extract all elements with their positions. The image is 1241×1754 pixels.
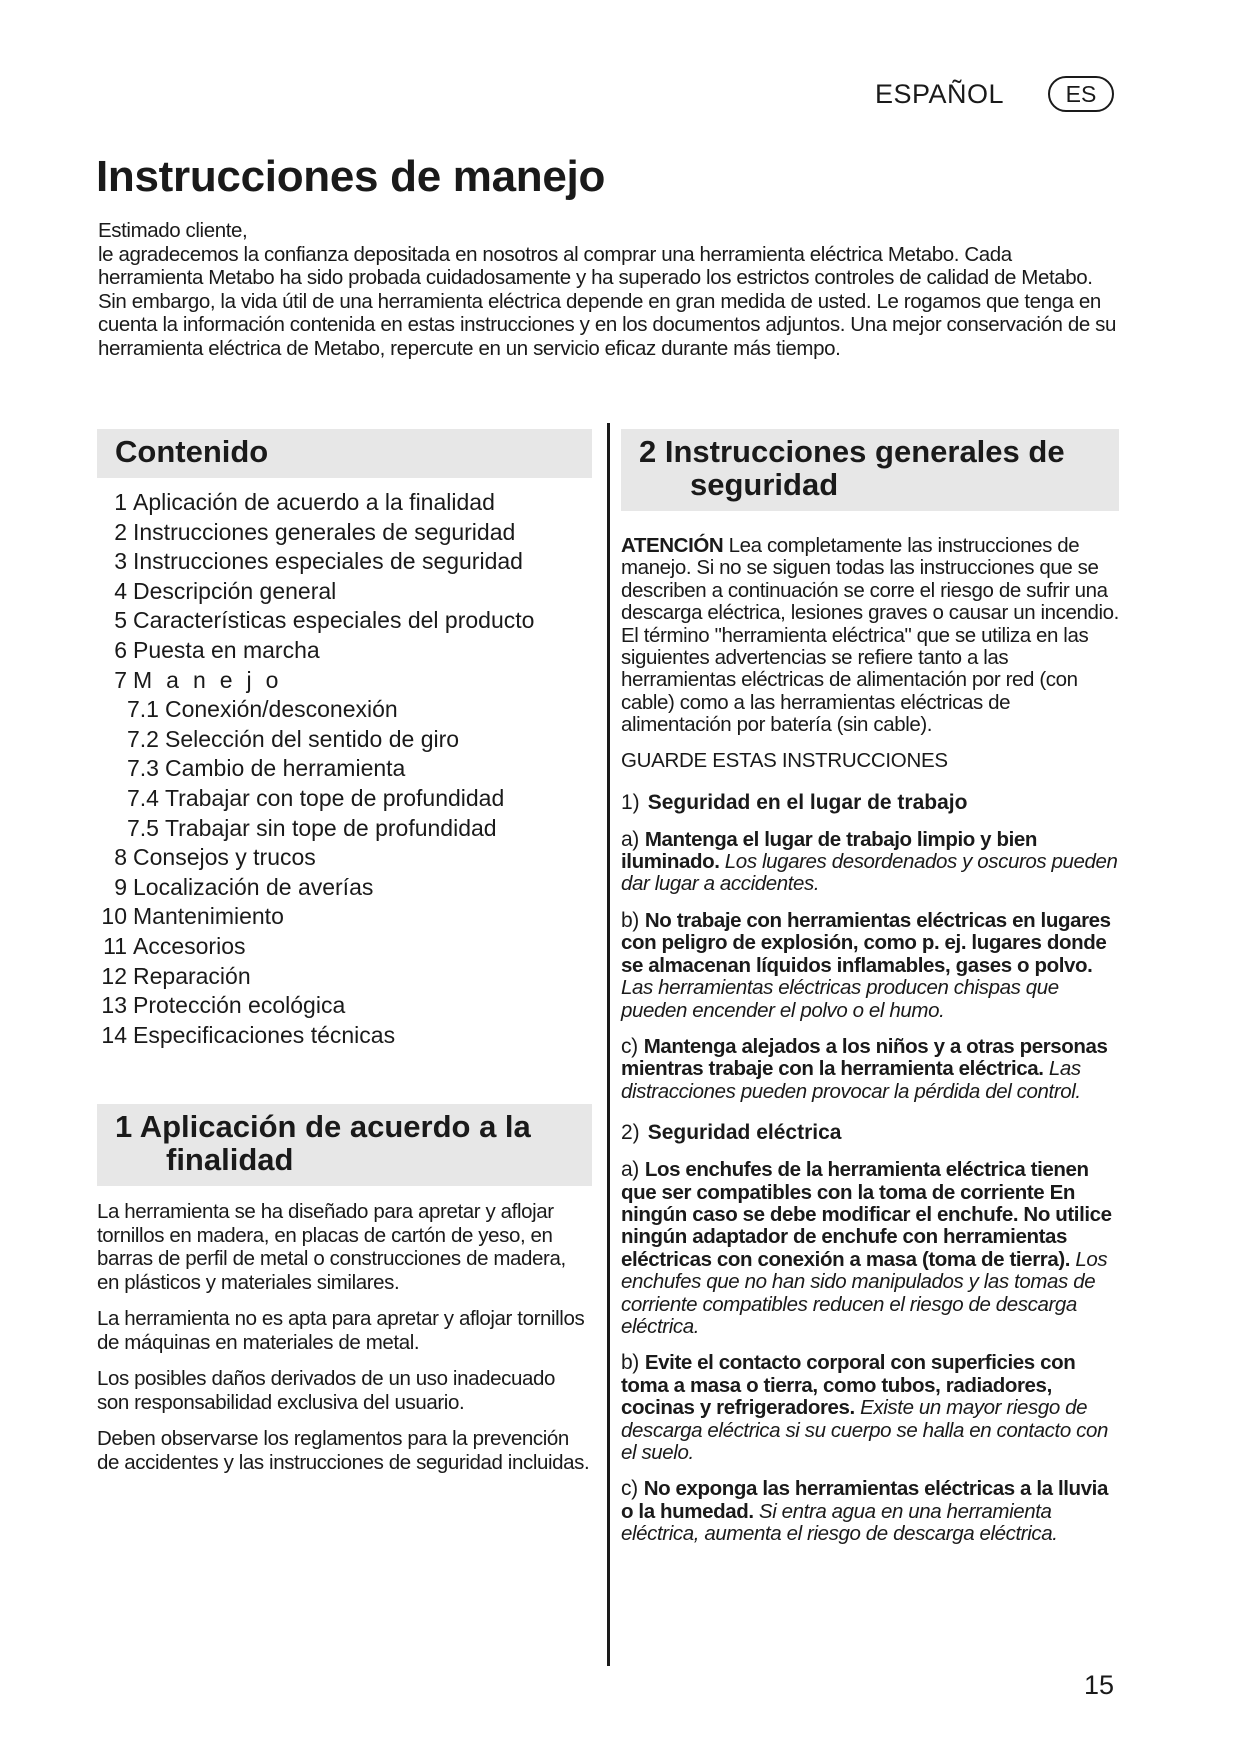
right-column <box>621 429 1119 1546</box>
section1-paragraph: La herramienta no es apta para apretar y aflojar tornillos de máquinas en materiales de metal. <box>97 1307 585 1354</box>
save-instructions-notice: GUARDE ESTAS INSTRUCCIONES <box>621 748 948 772</box>
toc-subitem: 7.3 Cambio de herramienta <box>127 755 406 782</box>
section1-paragraph: La herramienta se ha diseñado para apretar y aflojar tornillos en madera, en placas de cartón de yeso, en barras de perfil de metal o construcciones de madera, en plásticos y materiales similares. <box>97 1200 566 1294</box>
toc-subitem: 7.2 Selección del sentido de giro <box>127 725 460 752</box>
section1-paragraph: Los posibles daños derivados de un uso inadecuado son responsabilidad exclusiva del usuario. <box>97 1367 555 1414</box>
toc-subitem: 7.5 Trabajar sin tope de profundidad <box>127 814 497 841</box>
safety-item: a) Mantenga el lugar de trabajo limpio y bien iluminado. Los lugares desordenados y oscuros pueden dar lugar a accidentes. <box>621 827 1118 896</box>
toc-item: 9 Localización de averías <box>114 873 374 900</box>
language-badge: ES <box>1048 76 1114 112</box>
language-header <box>875 76 1114 112</box>
toc-item: 6 Puesta en marcha <box>114 636 320 663</box>
section2-heading: 2 Instrucciones generales de seguridad <box>639 434 1065 502</box>
attention-label: ATENCIÓN <box>621 534 724 557</box>
toc-item: 1 Aplicación de acuerdo a la finalidad <box>114 489 495 515</box>
safety-item: c) Mantenga alejados a los niños y a otras personas mientras trabaje con la herramienta eléctrica. Las distracciones pueden provocar la pérdida del control. <box>621 1034 1108 1103</box>
contents-heading-box <box>97 429 592 478</box>
table-of-contents <box>97 488 592 1050</box>
intro-greeting: Estimado cliente, <box>98 219 248 242</box>
language-name: ESPAÑOL <box>874 78 1004 109</box>
toc-item: 4 Descripción general <box>114 577 337 604</box>
contents-heading: Contenido <box>115 434 269 469</box>
left-column <box>97 429 592 1474</box>
toc-item: 3 Instrucciones especiales de seguridad <box>114 548 523 575</box>
intro <box>98 219 1118 360</box>
toc-item: 13 Protección ecológica <box>101 992 346 1019</box>
toc-item: 12 Reparación <box>101 962 251 989</box>
toc-subitem: 7.4 Trabajar con tope de profundidad <box>127 784 505 811</box>
section1-heading: 1 Aplicación de acuerdo a la finalidad <box>115 1109 531 1178</box>
subsection-heading: 2) Seguridad eléctrica <box>621 1121 842 1145</box>
safety-item: b) Evite el contacto corporal con superficies con toma a masa o tierra, como tubos, radiadores, cocinas y refrigeradores. Existe un mayor riesgo de descarga eléctrica si su cuerpo se halla en contacto con el suelo. <box>621 1351 1108 1464</box>
safety-item: c) No exponga las herramientas eléctricas a la lluvia o la humedad. Si entra agua en una herramienta eléctrica, aumenta el riesgo de descarga eléctrica. <box>621 1477 1108 1546</box>
column-divider <box>607 423 610 1666</box>
toc-item: 5 Características especiales del producto <box>114 607 535 634</box>
section1-paragraph: Deben observarse los reglamentos para la prevención de accidentes y las instrucciones de seguridad incluidas. <box>97 1427 590 1474</box>
page-number: 15 <box>1083 1670 1114 1700</box>
toc-subitem: 7.1 Conexión/desconexión <box>127 696 398 723</box>
section1-heading-box <box>97 1104 592 1186</box>
attention-paragraph: ATENCIÓN Lea completamente las instrucciones de manejo. Si no se siguen todas las instrucciones que se describen a continuación se corre el riesgo de sufrir una descarga eléctrica, lesiones graves o causar un incendio. El término "herramienta eléctrica" que se utiliza en las siguientes advertencias se refiere tanto a las herramientas eléctricas de alimentación por red (con cable) como a las herramientas eléctricas de alimentación por batería (sin cable). <box>621 534 1119 737</box>
subsection-heading: 1) Seguridad en el lugar de trabajo <box>621 790 968 814</box>
intro-text: le agradecemos la confianza depositada en nosotros al comprar una herramienta eléctrica Metabo. Cada herramienta Metabo ha sido probada cuidadosamente y ha superado los estrictos controles de calidad de Metabo. Sin embargo, la vida útil de una herramienta eléctrica depende en gran medida de usted. Le rogamos que tenga en cuenta la información contenida en estas instrucciones y en los documentos adjuntos. Una mejor conservación de su herramienta eléctrica de Metabo, repercute en un servicio eficaz durante más tiempo. <box>98 242 1116 360</box>
safety-item: a) Los enchufes de la herramienta eléctrica tienen que ser compatibles con la toma de corriente En ningún caso se debe modificar el enchufe. No utilice ningún adaptador de enchufe con herramientas eléctricas con conexión a masa (toma de tierra). Los enchufes que no han sido manipulados y las tomas de corriente compatibles reducen el riesgo de descarga eléctrica. <box>621 1158 1112 1338</box>
toc-item: 14 Especificaciones técnicas <box>101 1021 396 1048</box>
page-title: Instrucciones de manejo <box>96 152 606 201</box>
section2-heading-box <box>621 429 1119 511</box>
toc-item: 7 Manejo <box>114 666 293 693</box>
toc-item: 11 Accesorios <box>103 932 246 959</box>
toc-item: 10 Mantenimiento <box>101 903 284 930</box>
toc-item: 8 Consejos y trucos <box>114 844 316 871</box>
toc-item: 2 Instrucciones generales de seguridad <box>114 518 516 545</box>
safety-item: b) No trabaje con herramientas eléctricas en lugares con peligro de explosión, como p. ej. lugares donde se almacenan líquidos inflamables, gases o polvo. Las herramientas eléctricas producen chispas que pueden encender el polvo o el humo. <box>621 908 1111 1022</box>
